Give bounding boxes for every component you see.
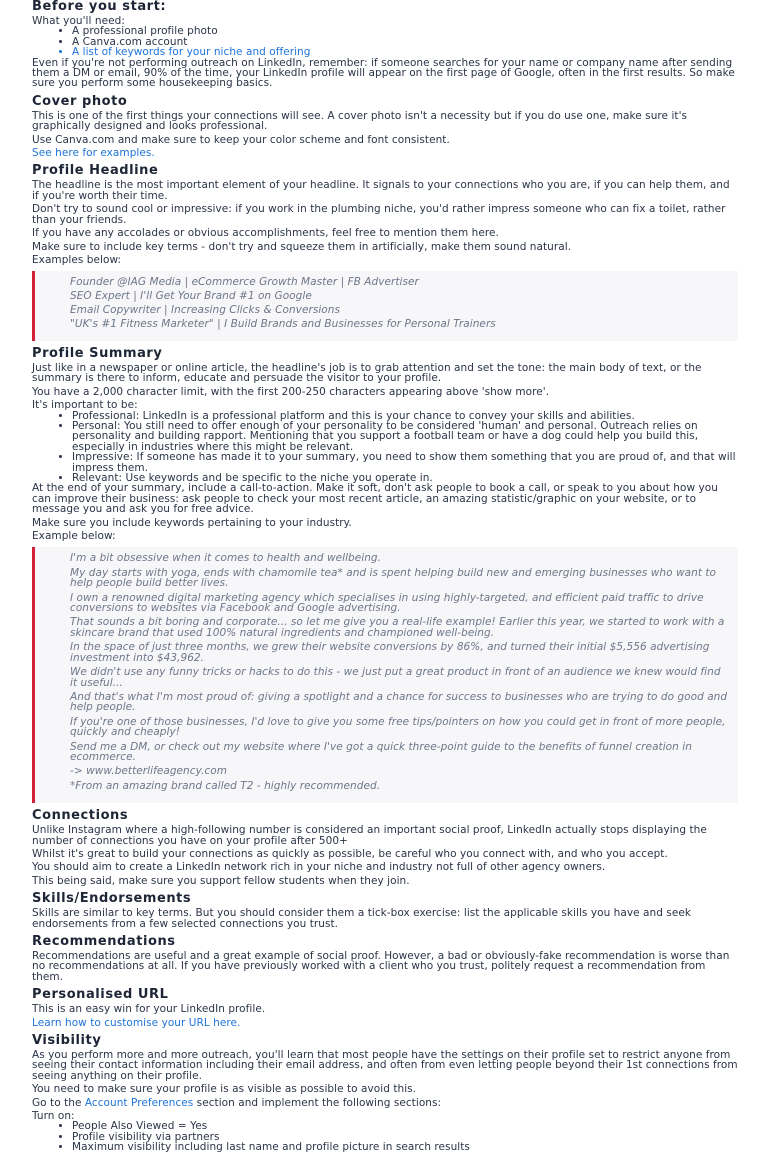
headline-example: Email Copywriter | Increasing Clicks & Conversions: [70, 304, 341, 317]
section-title-recommendations: Recommendations: [32, 934, 176, 949]
visibility-p2: You need to make sure your profile is as visible as possible to avoid this.: [32, 1083, 417, 1096]
headline-examples-label: Examples below:: [32, 253, 122, 266]
summary-list: [32, 411, 738, 484]
section-title-profile-headline: Profile Headline: [32, 163, 159, 179]
connections-p4: This being said, make sure you support fellow students when they join.: [32, 874, 410, 887]
visibility-p4: Turn on:: [32, 1110, 75, 1123]
before-list: [32, 26, 738, 57]
section-title-connections: Connections: [32, 808, 129, 824]
recommendations-p1: Recommendations are useful and a great example of social proof. However, a bad or obviously-fake recommendation is worse than no recommendations at all. If you have previously worked with a client who you trust, politely request a recommendation from them.: [32, 950, 730, 983]
article: [32, 0, 738, 1153]
connections-p2: Whilst it's great to build your connections as quickly as possible, be careful who you connect with, and who you accept.: [32, 847, 668, 860]
headline-p3: If you have any accolades or obvious accomplishments, feel free to mention them here.: [32, 227, 499, 240]
section-title-profile-summary: Profile Summary: [32, 345, 163, 361]
list-item: • A Canva.com account: [72, 37, 738, 47]
summary-p5: Make sure you include keywords pertaining to your industry.: [32, 516, 352, 529]
connections-p3: You should aim to create a LinkedIn network rich in your niche and industry not full of other agency owners.: [32, 861, 606, 874]
quote-line: Send me a DM, or check out my website where I've got a quick three-point guide to the benefits of funnel creation in ecommerce.: [70, 740, 692, 763]
section-title-skills: Skills/Endorsements: [32, 891, 192, 907]
quote-line: -> www.betterlifeagency.com: [70, 765, 227, 778]
list-item-keywords-link[interactable]: • A list of keywords for your niche and offering: [72, 47, 738, 57]
quote-line: And that's what I'm most proud of: giving a spotlight and a chance for success to businesses who are trying to do good and help people.: [70, 690, 728, 714]
section-title-personalised-url: Personalised URL: [32, 987, 169, 1003]
connections-p1: Unlike Instagram where a high-following number is considered an important social proof, LinkedIn actually stops displaying the number of connections you have on your profile after 500+: [32, 824, 707, 847]
quote-line: If you're one of those businesses, I'd love to give you some free tips/pointers on how you could get in front of more people, quickly and cheaply!: [70, 715, 726, 739]
summary-example-label: Example below:: [32, 530, 116, 543]
cover-p2: Use Canva.com and make sure to keep your color scheme and font consistent.: [32, 133, 450, 146]
quote-line: That sounds a bit boring and corporate... so let me give you a real-life example! Earlier this year, we started to work with a skincare brand that used 100% natural ingredients and championed well-being.: [70, 616, 725, 639]
quote-line: We didn't use any funny tricks or hacks to do this - we just put a great product in front of an audience we knew would find it useful...: [70, 666, 721, 689]
list-item: • Impressive: If someone has made it to your summary, you need to show them something that you are proud of, and that will impress them.: [72, 452, 738, 473]
section-title-cover-photo: Cover photo: [32, 93, 128, 109]
quote-line: I'm a bit obsessive when it comes to health and wellbeing.: [70, 552, 382, 565]
account-preferences-link[interactable]: Account Preferences: [84, 1096, 194, 1109]
visibility-p3: Go to the Account Preferences section and implement the following sections:: [32, 1096, 442, 1109]
list-item: • Profile visibility via partners: [72, 1132, 738, 1142]
summary-p3: It's important to be:: [32, 399, 138, 412]
url-p1: This is an easy win for your LinkedIn profile.: [32, 1003, 266, 1016]
customise-url-link[interactable]: Learn how to customise your URL here.: [32, 1016, 241, 1029]
cover-p1: This is one of the first things your connections will see. A cover photo isn't a necessity but if you do use one, make sure it's graphically designed and looks professional.: [32, 109, 688, 133]
list-item: • Personal: You still need to offer enough of your personality to be considered 'human' and personal. Outreach relies on personality and building rapport. Mentioning that you support a football team or have a dog could help you build this, especially in industries where this might be relevant.: [72, 421, 738, 452]
summary-p2: You have a 2,000 character limit, with the first 200-250 characters appearing above 'show more'.: [32, 385, 550, 398]
summary-example-quote: [32, 547, 738, 803]
list-item: • Relevant: Use keywords and be specific to the niche you operate in.: [72, 473, 738, 483]
skills-p1: Skills are similar to key terms. But you should consider them a tick-box exercise: list the applicable skills you have and seek endorsements from a few selected connections you trust.: [32, 907, 691, 930]
list-item: • Professional: LinkedIn is a professional platform and this is your chance to convey your skills and abilities.: [72, 411, 738, 421]
list-item: • People Also Viewed = Yes: [72, 1121, 738, 1131]
visibility-list: [32, 1121, 738, 1152]
cover-examples-link[interactable]: See here for examples.: [32, 147, 155, 160]
list-item: • A professional profile photo: [72, 26, 738, 36]
headline-examples-quote: [32, 271, 738, 341]
quote-line: In the space of just three months, we grew their website conversions by 86%, and turned their initial $5,556 advertising investment into $43,962.: [70, 641, 710, 664]
headline-example: SEO Expert | I'll Get Your Brand #1 on Google: [70, 290, 312, 303]
summary-p1: Just like in a newspaper or online article, the headline's job is to grab attention and set the tone: the main body of text, or the summary is there to inform, educate and persuade the visitor to your profile.: [32, 361, 702, 385]
quote-line: *From an amazing brand called T2 - highly recommended.: [70, 779, 381, 792]
summary-p4: At the end of your summary, include a call-to-action. Make it soft, don't ask people to book a call, or speak to you about how you can improve their business: ask people to check your most recent article, an amazing statistic/graphic on your website, or to message you and ask you for free advice.: [32, 482, 718, 516]
list-item: • Maximum visibility including last name and profile picture in search results: [72, 1142, 738, 1152]
visibility-p1: As you perform more and more outreach, you'll learn that most people have the settings on their profile set to restrict anyone from seeing their contact information including their email address, and often from even letting people beyond their 1st connections from seeing anything on their profile.: [32, 1049, 738, 1082]
section-title-visibility: Visibility: [32, 1033, 102, 1049]
before-paragraph: Even if you're not performing outreach on LinkedIn, remember: if someone searches for your name or company name after sending them a DM or email, 90% of the time, your LinkedIn profile will appear on the first page of Google, often in the first results. So make sure you perform some housekeeping basics.: [32, 56, 735, 90]
headline-example: "UK's #1 Fitness Marketer" | I Build Brands and Businesses for Personal Trainers: [70, 318, 496, 331]
headline-example: Founder @IAG Media | eCommerce Growth Master | FB Advertiser: [70, 276, 419, 289]
before-intro: What you'll need:: [32, 15, 125, 27]
headline-p1: The headline is the most important element of your headline. It signals to your connections who you are, if you can help them, and if you're worth their time.: [32, 179, 730, 202]
quote-line: I own a renowned digital marketing agency which specialises in using highly-targeted, and efficient paid traffic to drive conversions to websites via Facebook and Google advertising.: [70, 591, 704, 615]
headline-p4: Make sure to include key terms - don't try and squeeze them in artificially, make them sound natural.: [32, 240, 572, 253]
headline-p2: Don't try to sound cool or impressive: if you work in the plumbing niche, you'd rather impress someone who can fix a toilet, rather than your friends.: [32, 203, 726, 226]
quote-line: My day starts with yoga, ends with chamomile tea* and is spent helping build new and emerging businesses who want to help people build better lives.: [70, 566, 717, 590]
section-title-before-you-start: Before you start:: [32, 0, 167, 14]
